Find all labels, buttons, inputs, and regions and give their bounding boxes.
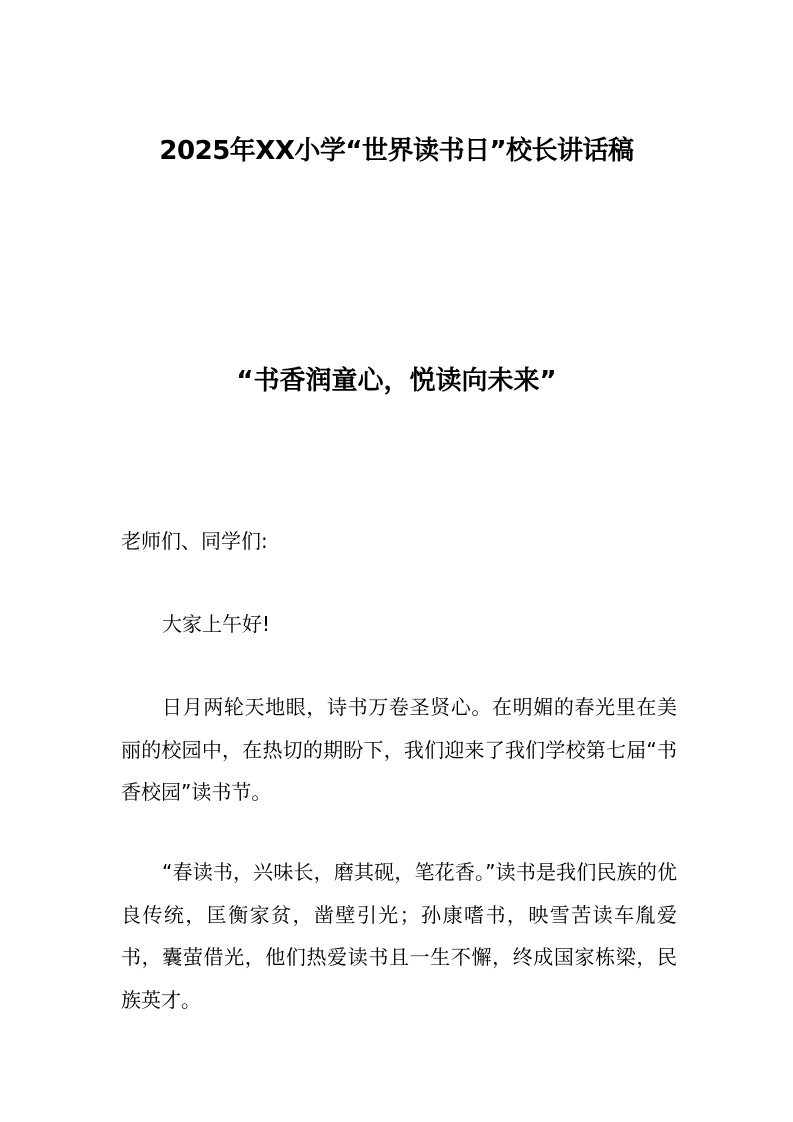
document-subtitle: “书香润童心，悦读向未来” <box>236 366 557 396</box>
document-title: 2025年XX小学“世界读书日”校长讲话稿 <box>159 136 634 166</box>
body-paragraph: 日月两轮天地眼，诗书万卷圣贤心。在明媚的春光里在美丽的校园中，在热切的期盼下，我们迎来了我们学校第七届“书香校园”读书节。 <box>121 695 677 804</box>
greeting: 大家上午好! <box>162 612 271 636</box>
body-paragraph: “春读书，兴味长，磨其砚，笔花香。”读书是我们民族的优良传统，匡衡家贫，凿壁引光；孙康嗜书，映雪苦读车胤爱书，囊萤借光，他们热爱读书且一生不懈，终成国家栋梁，民族英才。 <box>121 860 677 1012</box>
salutation: 老师们、同学们: <box>121 529 268 553</box>
